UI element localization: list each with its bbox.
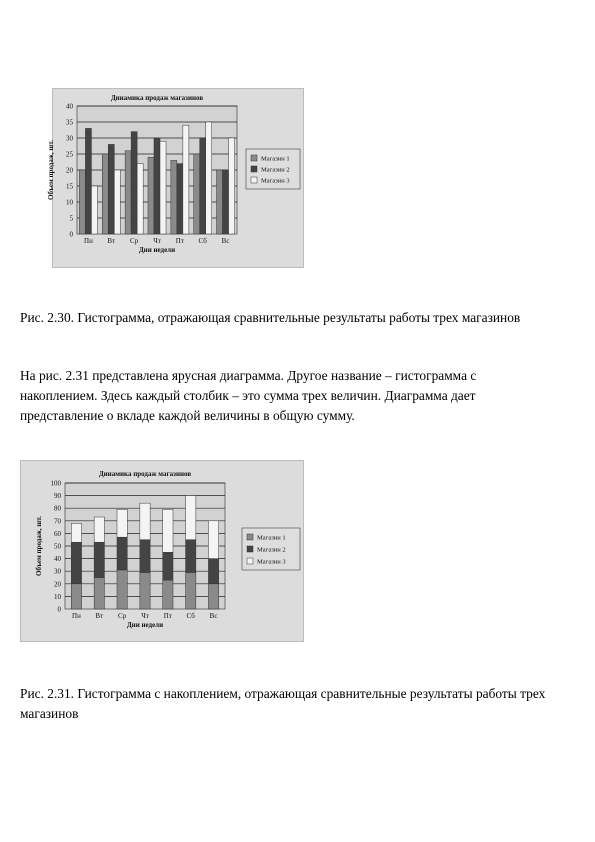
chart-title: Динамика продаж магазинов: [98, 470, 192, 478]
bar-segment: [208, 559, 218, 584]
bar: [114, 170, 120, 234]
legend-label: Магазин 2: [261, 166, 290, 174]
x-tick-label: Чт: [141, 612, 149, 620]
legend-label: Магазин 1: [261, 155, 290, 163]
figure-1: [47, 88, 304, 268]
clustered-bar-chart: [47, 89, 303, 267]
bar: [200, 138, 206, 234]
bar: [217, 170, 223, 234]
bar: [223, 170, 229, 234]
bar-segment: [163, 509, 173, 552]
stacked-bar-chart: [21, 461, 303, 641]
y-axis-label: Объем продаж, шт.: [47, 140, 55, 200]
bar: [148, 157, 154, 234]
bar-segment: [71, 542, 81, 584]
legend-label: Магазин 3: [257, 558, 286, 566]
legend-swatch: [247, 534, 253, 540]
bar-segment: [163, 552, 173, 580]
y-tick-label: 10: [54, 592, 61, 601]
bar: [154, 138, 160, 234]
y-tick-label: 25: [66, 150, 73, 159]
bar-segment: [71, 523, 81, 542]
bar-segment: [117, 537, 127, 570]
legend-swatch: [247, 546, 253, 552]
figure-2-caption: [20, 684, 545, 724]
chart-title: Динамика продаж магазинов: [110, 94, 204, 102]
y-tick-label: 40: [66, 102, 73, 111]
bar-segment: [94, 517, 104, 542]
x-tick-label: Чт: [153, 237, 161, 245]
bar-segment: [186, 572, 196, 609]
x-tick-label: Вс: [209, 612, 218, 620]
y-tick-label: 10: [66, 198, 73, 207]
bar: [171, 160, 177, 234]
y-tick-label: 0: [57, 605, 61, 614]
bar: [85, 128, 91, 234]
bar: [183, 125, 189, 234]
x-tick-label: Вт: [95, 612, 104, 620]
bar-segment: [140, 540, 150, 573]
y-tick-label: 50: [54, 542, 61, 551]
bar-segment: [140, 572, 150, 609]
x-tick-label: Пт: [175, 237, 184, 245]
x-tick-label: Вс: [221, 237, 230, 245]
bar-segment: [117, 570, 127, 609]
bar: [108, 144, 114, 234]
legend-swatch: [247, 558, 253, 564]
paragraph-line: На рис. 2.31 представлена ярусная диаграмма. Другое название – гистограмма с: [20, 368, 477, 383]
y-tick-label: 70: [54, 517, 61, 526]
y-tick-label: 20: [66, 166, 73, 175]
y-tick-label: 35: [66, 118, 73, 127]
bar: [102, 154, 108, 234]
caption-line: магазинов: [20, 706, 79, 721]
bar-segment: [117, 509, 127, 537]
y-tick-label: 40: [54, 555, 61, 564]
legend-label: Магазин 1: [257, 534, 286, 542]
y-tick-label: 90: [54, 492, 61, 501]
bar-segment: [163, 580, 173, 609]
y-tick-label: 80: [54, 504, 61, 513]
bar-segment: [140, 503, 150, 540]
y-tick-label: 30: [66, 134, 73, 143]
x-tick-label: Пн: [72, 612, 81, 620]
paragraph-line: накоплением. Здесь каждый столбик – это сумма трех величин. Диаграмма дает: [20, 388, 476, 403]
y-tick-label: 5: [69, 214, 73, 223]
bar-segment: [208, 521, 218, 559]
x-tick-label: Вт: [107, 237, 116, 245]
x-tick-label: Ср: [130, 237, 139, 245]
y-tick-label: 0: [69, 230, 73, 239]
body-paragraph: [20, 366, 476, 426]
y-tick-label: 15: [66, 182, 73, 191]
bar: [125, 151, 131, 234]
legend-swatch: [251, 177, 257, 183]
figure-1-caption: Рис. 2.30. Гистограмма, отражающая сравнительные результаты работы трех магазинов: [20, 310, 521, 325]
x-axis-label: Дни недели: [126, 621, 164, 629]
y-tick-label: 100: [50, 479, 61, 488]
bar-segment: [94, 578, 104, 610]
x-tick-label: Сб: [198, 237, 207, 245]
caption-line: Рис. 2.31. Гистограмма с накоплением, отражающая сравнительные результаты работы трех: [20, 686, 546, 701]
x-axis-label: Дни недели: [138, 246, 176, 254]
paragraph-line: представление о вкладе каждой величины в общую сумму.: [20, 408, 355, 423]
legend-swatch: [251, 166, 257, 172]
bar-segment: [208, 584, 218, 609]
x-tick-label: Сб: [186, 612, 195, 620]
bar: [137, 164, 143, 234]
bar-segment: [186, 496, 196, 540]
bar-segment: [71, 584, 81, 609]
bar-segment: [94, 542, 104, 577]
bar: [229, 138, 235, 234]
bar-segment: [186, 540, 196, 573]
y-tick-label: 20: [54, 580, 61, 589]
x-tick-label: Пн: [84, 237, 93, 245]
bar: [177, 164, 183, 234]
x-tick-label: Пт: [163, 612, 172, 620]
bar: [79, 170, 85, 234]
bar: [131, 132, 137, 234]
y-tick-label: 60: [54, 529, 61, 538]
bar: [91, 186, 97, 234]
legend-label: Магазин 2: [257, 546, 286, 554]
bar: [194, 154, 200, 234]
bar: [206, 122, 212, 234]
bar: [160, 141, 166, 234]
y-axis-label: Объем продаж, шт.: [35, 516, 43, 576]
legend-swatch: [251, 155, 257, 161]
figure-2: [20, 460, 304, 642]
y-tick-label: 30: [54, 567, 61, 576]
x-tick-label: Ср: [118, 612, 127, 620]
legend-label: Магазин 3: [261, 177, 290, 185]
